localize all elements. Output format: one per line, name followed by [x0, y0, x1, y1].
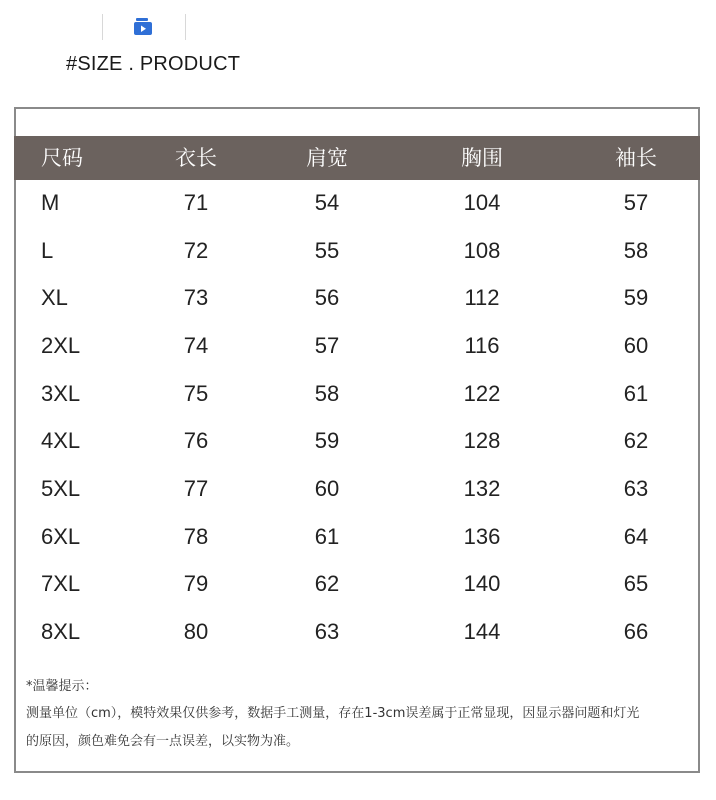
cell-length: 75 — [183, 381, 209, 406]
cell-shoulder: 63 — [314, 619, 340, 644]
cell-sleeve: 57 — [623, 190, 649, 215]
cell-chest: 104 — [463, 190, 501, 215]
cell-shoulder: 61 — [314, 524, 340, 549]
tips-section — [26, 676, 698, 756]
table-row — [14, 608, 700, 656]
cell-shoulder: 55 — [314, 238, 340, 263]
header-size: 尺码 — [41, 146, 83, 170]
cell-size: L — [41, 238, 54, 263]
cell-size: 3XL — [41, 381, 81, 406]
play-folder-icon — [133, 16, 153, 36]
table-row — [14, 370, 700, 418]
cell-shoulder: 57 — [314, 333, 340, 358]
table-row — [14, 179, 700, 227]
cell-sleeve: 64 — [623, 524, 649, 549]
cell-length: 78 — [183, 524, 209, 549]
cell-length: 77 — [183, 476, 209, 501]
table-row — [14, 322, 700, 370]
table-row — [14, 417, 700, 465]
cell-sleeve: 65 — [623, 571, 649, 596]
cell-sleeve: 58 — [623, 238, 649, 263]
table-header — [14, 136, 700, 180]
cell-chest: 112 — [464, 285, 500, 310]
cell-shoulder: 62 — [314, 571, 340, 596]
cell-length: 72 — [183, 238, 209, 263]
cell-chest: 122 — [463, 381, 501, 406]
cell-chest: 132 — [463, 476, 501, 501]
cell-size: XL — [41, 285, 68, 310]
cell-sleeve: 66 — [623, 619, 649, 644]
cell-size: 4XL — [41, 428, 81, 453]
divider-right — [185, 14, 186, 40]
cell-size: 2XL — [41, 333, 81, 358]
cell-shoulder: 58 — [314, 381, 340, 406]
table-row — [14, 227, 700, 275]
cell-length: 73 — [183, 285, 209, 310]
table-row — [14, 274, 700, 322]
cell-sleeve: 59 — [623, 285, 649, 310]
cell-size: 8XL — [41, 619, 81, 644]
header-sleeve: 袖长 — [615, 146, 657, 170]
tips-line-1: 测量单位（cm），模特效果仅供参考，数据手工测量，存在1-3cm误差属于正常显现，因显示器问题和灯光 — [26, 706, 640, 721]
divider-left — [102, 14, 103, 40]
cell-sleeve: 60 — [623, 333, 649, 358]
cell-sleeve: 63 — [623, 476, 649, 501]
header-length: 衣长 — [175, 146, 217, 170]
cell-length: 71 — [183, 190, 209, 215]
cell-chest: 136 — [463, 524, 501, 549]
cell-chest: 144 — [463, 619, 501, 644]
cell-size: 6XL — [41, 524, 81, 549]
cell-size: M — [41, 190, 60, 215]
tips-title: *温馨提示： — [26, 679, 98, 694]
cell-shoulder: 54 — [314, 190, 340, 215]
header-shoulder: 肩宽 — [306, 146, 348, 170]
tips-line-2: 的原因，颜色难免会有一点误差，以实物为准。 — [26, 734, 300, 749]
top-icon-group — [102, 10, 186, 44]
cell-length: 76 — [183, 428, 209, 453]
table-row — [14, 560, 700, 608]
cell-shoulder: 56 — [314, 285, 340, 310]
cell-shoulder: 59 — [314, 428, 340, 453]
page-title: #SIZE . PRODUCT — [66, 53, 241, 75]
header-chest: 胸围 — [461, 146, 503, 170]
cell-size: 7XL — [41, 571, 81, 596]
table-row — [14, 513, 700, 561]
cell-chest: 108 — [463, 238, 501, 263]
cell-length: 74 — [183, 333, 209, 358]
table-row — [14, 465, 700, 513]
cell-size: 5XL — [41, 476, 81, 501]
cell-length: 79 — [183, 571, 209, 596]
cell-sleeve: 61 — [623, 381, 649, 406]
cell-chest: 116 — [464, 333, 500, 358]
cell-sleeve: 62 — [623, 428, 649, 453]
cell-shoulder: 60 — [314, 476, 340, 501]
cell-chest: 128 — [463, 428, 501, 453]
cell-chest: 140 — [463, 571, 501, 596]
cell-length: 80 — [183, 619, 209, 644]
